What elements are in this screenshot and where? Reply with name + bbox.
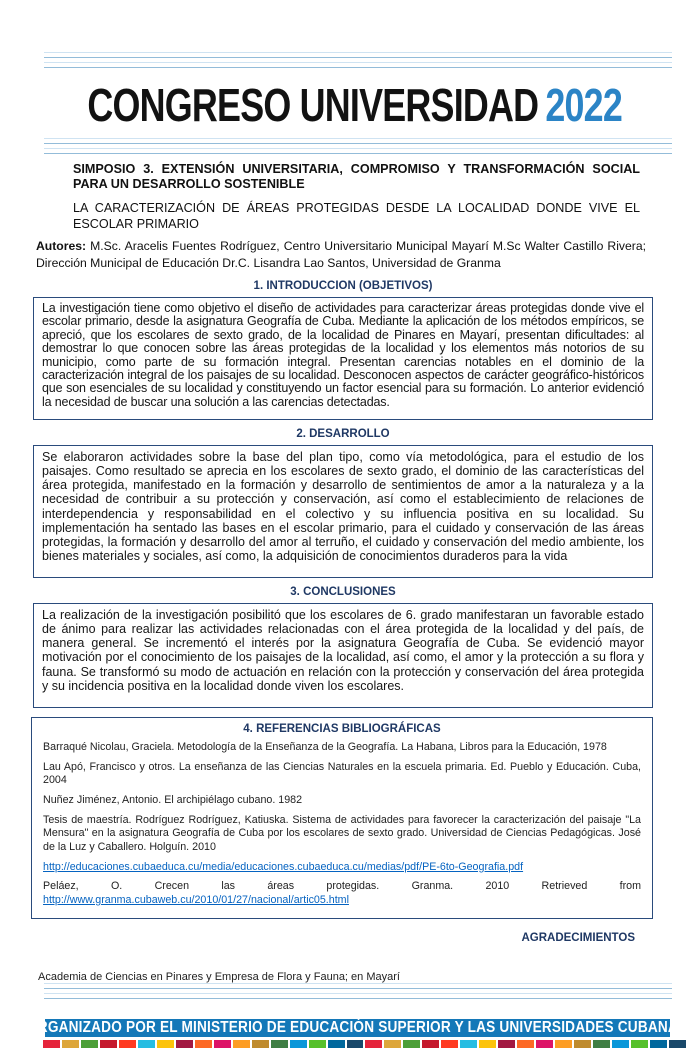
sdg-color-segment [612,1040,629,1048]
authors-text: M.Sc. Aracelis Fuentes Rodríguez, Centro Universitario Municipal Mayarí M.Sc Walter Castillo Rivera; Dirección Municipal de Educación Dr.C. Lisandra Lao Santos, Universidad de Granma [36,239,646,271]
rule-line [44,138,672,139]
reference-item [43,880,641,907]
sdg-color-segment [119,1040,136,1048]
sdg-strip [43,1040,686,1048]
decorative-rules-under-title [44,138,672,154]
reference-text: Tesis de maestría. Rodríguez Rodríguez, Katiuska. Sistema de actividades para favorecer la caracterización del paisaje "La Mensura" en la asignatura Geografía de Cuba por los escolares de sexto grado. Universidad de Ciencias Pedagógicas. José de la Luz y Caballero. Holguín. 2010 [43,813,641,853]
sdg-color-segment [100,1040,117,1048]
reference-item [43,761,641,788]
sdg-color-segment [233,1040,250,1048]
reference-text: Lau Apó, Francisco y otros. La enseñanza de las Ciencias Naturales en la escuela primaria. Ed. Pueblo y Educación. Cuba, 2004 [43,760,641,787]
sdg-color-segment [669,1040,686,1048]
sdg-color-segment [574,1040,591,1048]
sdg-color-segment [650,1040,667,1048]
desarrollo-box: Se elaboraron actividades sobre la base del plan tipo, como vía metodológica, para el estudio de los paisajes. Como resultado se aprecia en los escolares de sexto grado, el dominio de las características del área protegida, manifestado en la formación y desarrollo de sentimientos de amor a la naturaleza y a la necesidad de contribuir a su protección y conservación, así como el establecimiento de relaciones de interdependencia y responsabilidad en el colectivo y su influencia positiva en su localidad. Su implementación ha sentado las bases en el escolar primario, para el cuidado y conservación de las áreas protegidas, la formación y desarrollo del amor al terruño, el cuidado y conservación del medio ambiente, los bienes materiales y sociales, así como, la adquisición de conocimientos duraderos para la vida [33,445,653,578]
section-heading-desarrollo: 2. DESARROLLO [296,428,390,441]
decorative-rules-bottom [44,983,672,999]
sdg-color-segment [631,1040,648,1048]
sdg-color-segment [517,1040,534,1048]
rule-line [44,143,672,144]
rule-line [44,57,672,58]
reference-link[interactable]: http://www.granma.cubaweb.cu/2010/01/27/nacional/artic05.html [43,894,349,907]
sdg-color-segment [290,1040,307,1048]
rule-line [44,988,672,989]
sdg-color-segment [365,1040,382,1048]
sdg-color-segment [252,1040,269,1048]
sdg-color-segment [81,1040,98,1048]
reference-item [43,794,641,808]
sdg-color-segment [536,1040,553,1048]
sdg-color-segment [498,1040,515,1048]
conclusiones-box: La realización de la investigación posibilitó que los escolares de 6. grado manifestaran un favorable estado de ánimo para realizar las actividades relacionadas con el área protegida de la localidad y del país, de manera general. Se incrementó el interés por la asignatura Geografía de Cuba. Se evidenció mayor motivación por el conocimiento de los paisajes de la localidad, así como, el amor y la protección a su flora y fauna. Se transformó su modo de actuación en relación con la protección y conservación del área protegida y su incidencia positiva en la localidad donde viven los escolares. [33,603,653,708]
sdg-color-segment [441,1040,458,1048]
rule-line [44,998,672,999]
congress-title-year: 2022 [545,79,623,131]
reference-item [43,861,641,875]
section-heading-conclusiones: 3. CONCLUSIONES [290,586,396,599]
sdg-color-segment [593,1040,610,1048]
reference-text: Peláez, O. Crecen las áreas protegidas. Granma. 2010 Retrieved from [43,880,641,893]
rule-line [44,148,672,149]
organizer-banner-text: ORGANIZADO POR EL MINISTERIO DE EDUCACIÓN SUPERIOR Y LAS UNIVERSIDADES CUBANAS [27,1018,688,1036]
reference-item [43,814,641,855]
sdg-color-segment [176,1040,193,1048]
sdg-color-segment [328,1040,345,1048]
reference-item [43,741,641,755]
sdg-color-segment [138,1040,155,1048]
sdg-color-segment [43,1040,60,1048]
rule-line [44,983,672,984]
references-box [31,717,653,919]
acknowledgements-heading: AGRADECIMIENTOS [521,931,635,944]
paper-title: LA CARACTERIZACIÓN DE ÁREAS PROTEGIDAS DESDE LA LOCALIDAD DONDE VIVE EL ESCOLAR PRIMARIO [73,200,640,232]
intro-box: La investigación tiene como objetivo el diseño de actividades para caracterizar áreas protegidas donde vive el escolar primario, desde la asignatura Geografía de Cuba. Mediante la aplicación de los métodos empíricos, se apreció, que los escolares de sexto grado, de la localidad de Pinares en Mayarí, presentan dificultades: al demostrar lo que conocen sobre las áreas protegidas de la localidad y los elementos más notorios de su municipio, como parte de su formación integral. Presentan carencias notables en el dominio de la caracterización integral de los paisajes de su localidad. Desconocen aspectos de carácter geográfico-históricos que son esenciales de su localidad y constituyendo un factor esencial para su formación. Lo anterior evidenció la necesidad de buscar una solución a las carencias detectadas. [33,297,653,420]
reference-link[interactable]: http://educaciones.cubaeduca.cu/media/educaciones.cubaeduca.cu/medias/pdf/PE-6to-Geografia.pdf [43,860,524,873]
section-heading-referencias: 4. REFERENCIAS BIBLIOGRÁFICAS [243,722,441,735]
authors-label: Autores: [36,239,87,254]
organizer-banner [27,1018,688,1037]
sdg-color-segment [157,1040,174,1048]
references-list [43,741,641,908]
sdg-color-segment [555,1040,572,1048]
reference-text: Nuñez Jiménez, Antonio. El archipiélago cubano. 1982 [43,793,303,806]
sdg-color-segment [195,1040,212,1048]
rule-line [44,153,672,154]
acknowledgements-text: Academia de Ciencias en Pinares y Empresa de Flora y Fauna; en Mayarí [38,970,400,983]
rule-line [44,67,672,68]
sdg-color-segment [422,1040,439,1048]
symposium-heading: SIMPOSIO 3. EXTENSIÓN UNIVERSITARIA, COMPROMISO Y TRANSFORMACIÓN SOCIAL PARA UN DESARROLLO SOSTENIBLE [73,162,640,192]
rule-line [44,993,672,994]
sdg-color-segment [384,1040,401,1048]
sdg-color-segment [460,1040,477,1048]
decorative-rules-top [44,52,672,68]
section-heading-intro: 1. INTRODUCCION (OBJETIVOS) [253,280,433,293]
congress-title-row [0,79,686,131]
congress-title-text: CONGRESO UNIVERSIDAD [87,79,539,131]
sdg-color-segment [479,1040,496,1048]
authors-line [36,238,646,272]
reference-text: Barraqué Nicolau, Graciela. Metodología de la Enseñanza de la Geografía. La Habana, Libros para la Educación, 1978 [43,740,607,753]
sdg-color-segment [347,1040,364,1048]
congress-title [87,79,622,131]
rule-line [44,52,672,53]
rule-line [44,62,672,63]
sdg-color-segment [62,1040,79,1048]
sdg-color-segment [214,1040,231,1048]
sdg-color-segment [309,1040,326,1048]
sdg-color-segment [271,1040,288,1048]
sdg-color-segment [403,1040,420,1048]
